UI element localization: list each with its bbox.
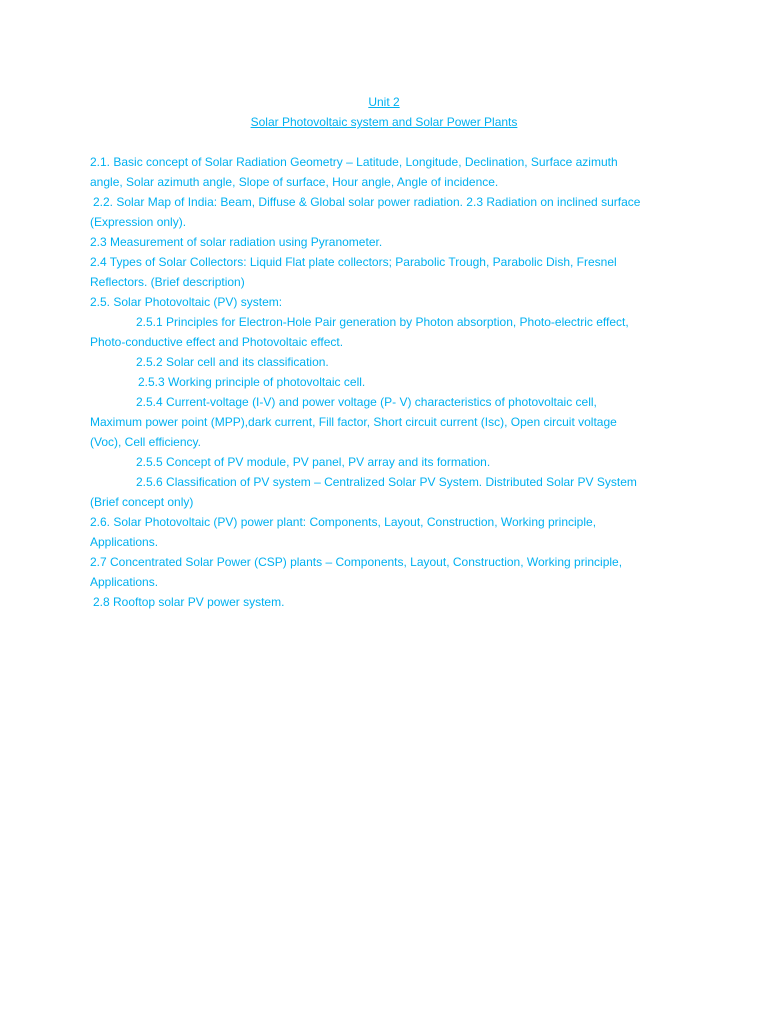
syllabus-line: Photo-conductive effect and Photovoltaic effect. (90, 335, 344, 349)
syllabus-line: 2.5.1 Principles for Electron-Hole Pair generation by Photon absorption, Photo-electric effect, (136, 315, 629, 329)
syllabus-line: (Expression only). (90, 215, 187, 229)
syllabus-line: 2.5. Solar Photovoltaic (PV) system: (90, 295, 283, 309)
syllabus-line: Reflectors. (Brief description) (90, 275, 245, 289)
syllabus-line: 2.2. Solar Map of India: Beam, Diffuse & Global solar power radiation. 2.3 Radiation on inclined surface (93, 195, 641, 209)
syllabus-line: (Brief concept only) (90, 495, 194, 509)
syllabus-line: 2.5.3 Working principle of photovoltaic cell. (138, 375, 366, 389)
syllabus-line: 2.7 Concentrated Solar Power (CSP) plants – Components, Layout, Construction, Working principle, (90, 555, 623, 569)
syllabus-line: 2.5.4 Current-voltage (I-V) and power voltage (P- V) characteristics of photovoltaic cell, (136, 395, 597, 409)
syllabus-content (90, 152, 680, 612)
syllabus-line: angle, Solar azimuth angle, Slope of surface, Hour angle, Angle of incidence. (90, 175, 499, 189)
document-subtitle: Solar Photovoltaic system and Solar Power Plants (250, 115, 518, 129)
syllabus-line: 2.8 Rooftop solar PV power system. (93, 595, 285, 609)
syllabus-line: Maximum power point (MPP),dark current, Fill factor, Short circuit current (Isc), Open circuit voltage (90, 415, 617, 429)
syllabus-line: 2.4 Types of Solar Collectors: Liquid Flat plate collectors; Parabolic Trough, Parabolic Dish, Fresnel (90, 255, 617, 269)
unit-title: Unit 2 (368, 95, 400, 109)
syllabus-line: 2.5.5 Concept of PV module, PV panel, PV array and its formation. (136, 455, 491, 469)
syllabus-line: Applications. (90, 535, 159, 549)
syllabus-line: 2.1. Basic concept of Solar Radiation Geometry – Latitude, Longitude, Declination, Surface azimuth (90, 155, 618, 169)
syllabus-line: 2.5.6 Classification of PV system – Centralized Solar PV System. Distributed Solar PV System (136, 475, 637, 489)
syllabus-line: 2.5.2 Solar cell and its classification. (136, 355, 329, 369)
syllabus-line: 2.3 Measurement of solar radiation using Pyranometer. (90, 235, 383, 249)
syllabus-line: Applications. (90, 575, 159, 589)
syllabus-line: (Voc), Cell efficiency. (90, 435, 201, 449)
syllabus-line: 2.6. Solar Photovoltaic (PV) power plant: Components, Layout, Construction, Working principle, (90, 515, 597, 529)
